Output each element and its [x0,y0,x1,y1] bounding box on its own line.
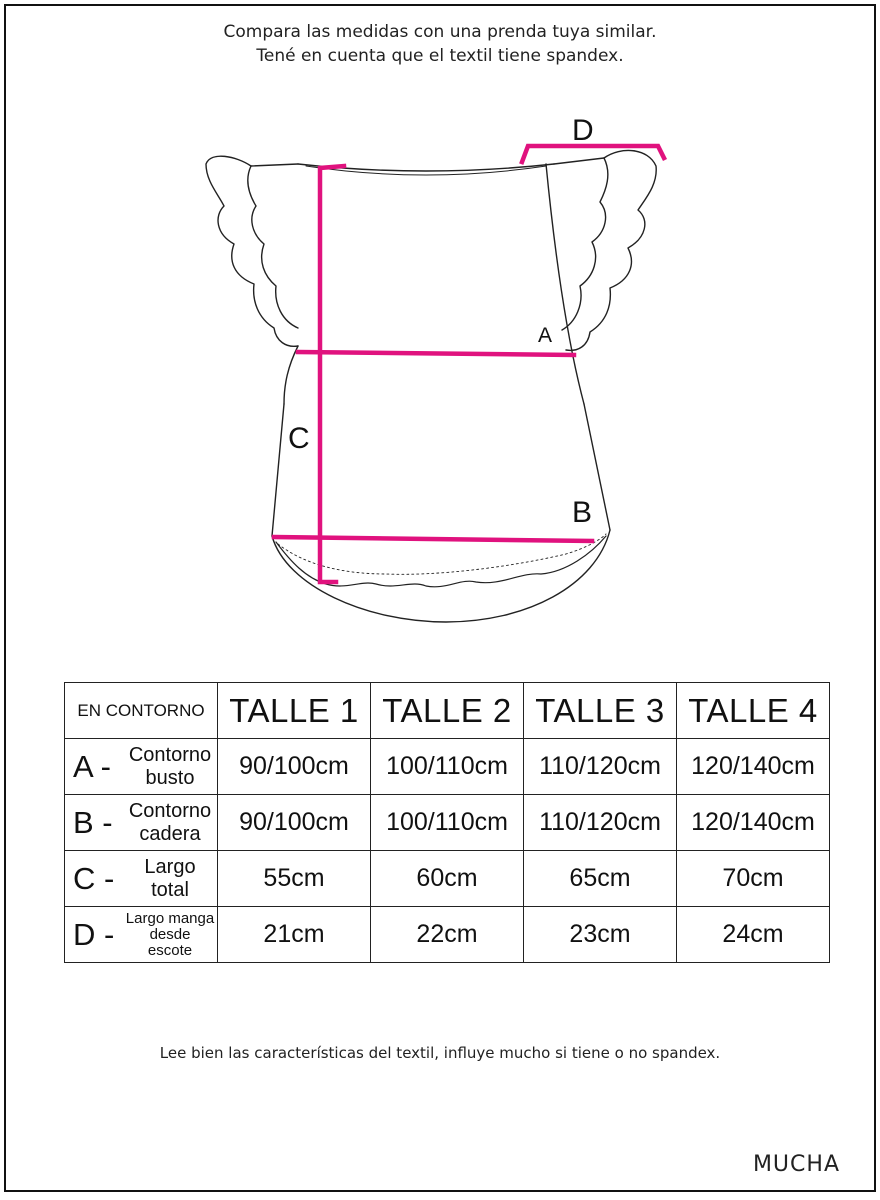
header-size-2: TALLE 2 [371,683,524,739]
table-cell: 90/100cm [218,739,371,795]
table-row [65,795,830,851]
left-armhole [284,346,298,404]
row-letter: A - [73,748,111,784]
size-guide-page [4,4,876,1192]
row-desc: Contorno busto [128,743,212,789]
table-cell: 22cm [371,907,524,963]
row-desc: Largo manga desde escote [125,909,215,959]
right-ruffle-inner [562,158,608,330]
header-size-3: TALLE 3 [524,683,677,739]
right-shoulder [554,158,604,164]
left-shoulder [251,164,298,166]
table-cell: 100/110cm [371,795,524,851]
table-cell: 110/120cm [524,739,677,795]
table-cell: 90/100cm [218,795,371,851]
label-b: B [572,496,593,529]
hem-outer [272,530,610,622]
table-cell: 100/110cm [371,739,524,795]
table-cell: 60cm [371,851,524,907]
table-cell: 65cm [524,851,677,907]
table-row [65,851,830,907]
row-head-a [65,739,218,795]
garment-diagram [196,106,696,636]
size-table [64,682,830,963]
row-desc: Contorno cadera [128,799,212,845]
table-cell: 24cm [677,907,830,963]
label-c: C [288,422,310,455]
table-cell: 23cm [524,907,677,963]
row-head-c [65,851,218,907]
brand-name: MUCHA [752,1152,840,1177]
footer-note: Lee bien las características del textil, influye mucho si tiene o no spandex. [159,1044,721,1062]
row-desc: Largo total [144,855,196,901]
label-d: D [572,114,594,147]
intro-line-1: Compara las medidas con una prenda tuya similar. [223,22,657,42]
measure-line-a [298,352,574,355]
row-letter: B - [73,804,113,840]
table-cell: 120/140cm [677,739,830,795]
right-armhole [546,164,584,404]
table-cell: 55cm [218,851,371,907]
table-header-row [65,683,830,739]
label-a: A [538,324,553,347]
row-letter: D - [73,916,115,952]
table-row [65,907,830,963]
intro-line-2: Tené en cuenta que el textil tiene spandex. [256,46,624,66]
header-label: EN CONTORNO [65,683,218,739]
table-row [65,739,830,795]
row-letter: C - [73,860,115,896]
row-head-d [65,907,218,963]
header-size-4: TALLE 4 [677,683,830,739]
right-ruffle-outer [566,150,656,350]
table-cell: 21cm [218,907,371,963]
measure-line-c [320,166,344,582]
header-size-1: TALLE 1 [218,683,371,739]
row-head-b [65,795,218,851]
table-cell: 70cm [677,851,830,907]
hem-ruffle [276,536,606,587]
table-cell: 110/120cm [524,795,677,851]
left-side-seam [272,404,284,536]
intro-text [6,20,874,68]
table-cell: 120/140cm [677,795,830,851]
